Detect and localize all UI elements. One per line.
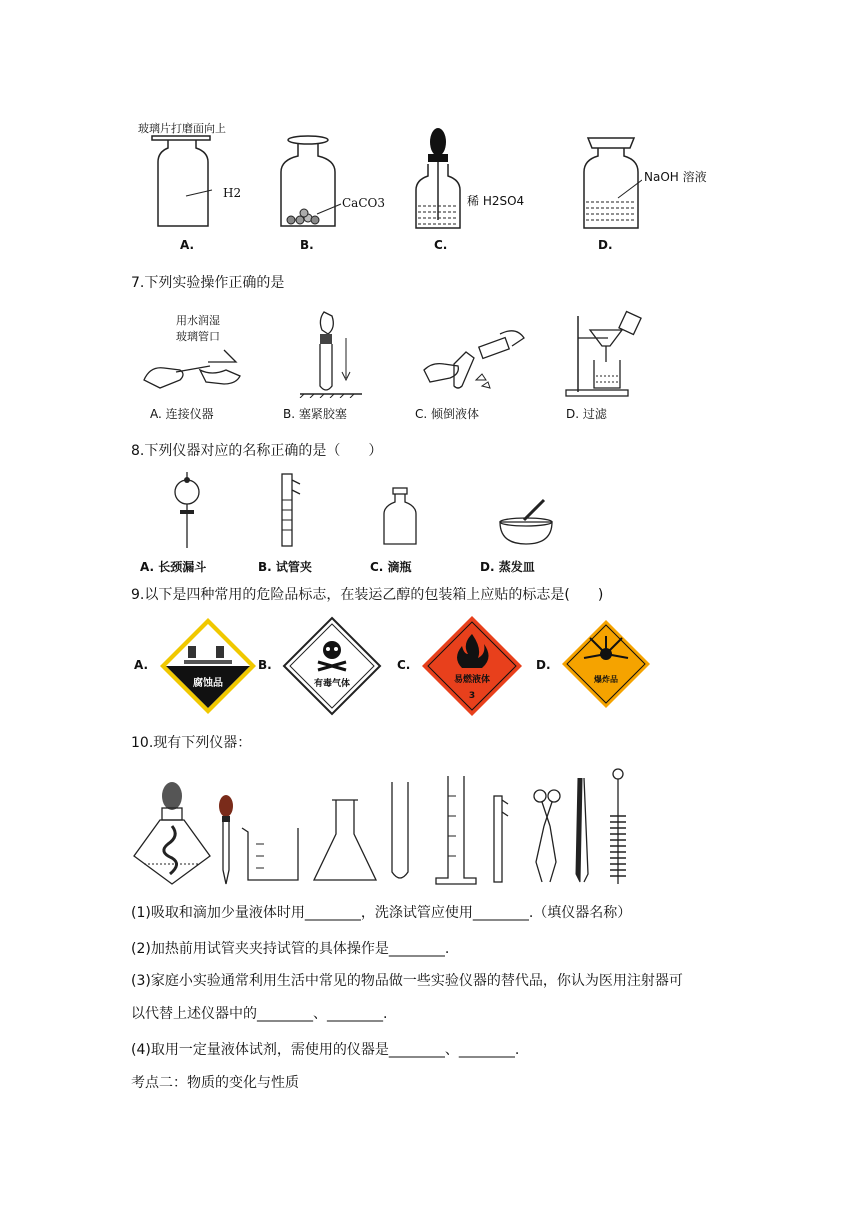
q7-a-note: 用水润湿 玻璃管口 <box>176 314 220 343</box>
q6-choice-c: C. <box>434 238 448 252</box>
q9-letter-c: C. <box>397 658 411 672</box>
q9-letter-b: B. <box>258 658 272 672</box>
q9-sign-flammable <box>420 614 524 718</box>
q6-b-solid: CaCO3 <box>342 196 385 210</box>
q9-sign-c-number: 3 <box>468 691 476 701</box>
test-tube-holder <box>494 796 508 882</box>
q9-stem: 9.以下是四种常用的危险品标志，在装运乙醇的包装箱上应贴的标志是( ) <box>131 587 604 603</box>
q7-choice-b: B. 塞紧胶塞 <box>283 407 347 421</box>
graduated-cylinder <box>436 776 476 884</box>
alcohol-lamp <box>134 782 210 884</box>
beaker <box>242 828 298 880</box>
dropper <box>219 795 233 884</box>
q7-figure-c <box>420 320 530 396</box>
tweezers <box>576 778 588 882</box>
q6-figure-c <box>410 124 470 234</box>
q8-choice-d: D. 蒸发皿 <box>480 560 535 574</box>
q7-figure-d <box>560 310 646 400</box>
q6-d-solution: NaOH 溶液 <box>644 170 707 184</box>
test-tube <box>392 782 408 878</box>
q10-instruments <box>130 766 650 890</box>
q9-sign-a-text: 腐蚀品 <box>193 678 223 689</box>
q8-figure-c <box>380 486 420 548</box>
q7-figure-b <box>296 308 366 398</box>
q6-choice-a: A. <box>180 238 195 252</box>
q9-letter-d: D. <box>536 658 551 672</box>
q7-figure-a <box>140 340 250 396</box>
q7-stem: 7.下列实验操作正确的是 <box>131 275 285 291</box>
q9-sign-toxic <box>282 616 382 716</box>
q7-choice-d: D. 过滤 <box>566 407 607 421</box>
q7-choice-c: C. 倾倒液体 <box>415 407 480 421</box>
q10-sub4: (4)取用一定量液体试剂，需使用的仪器是________、________. <box>131 1042 520 1058</box>
q9-letter-a: A. <box>134 658 149 672</box>
q8-stem: 8.下列仪器对应的名称正确的是（ ） <box>131 443 383 459</box>
q6-c-liquid: 稀 H2SO4 <box>467 194 525 208</box>
crucible-tongs <box>534 790 560 882</box>
section-heading: 考点二：物质的变化与性质 <box>131 1075 299 1091</box>
q6-top-label: 玻璃片打磨面向上 <box>138 122 226 135</box>
q8-figure-d <box>496 496 556 548</box>
q9-sign-explosive <box>560 618 652 710</box>
q10-stem: 10.现有下列仪器： <box>131 735 252 751</box>
q7-choice-a: A. 连接仪器 <box>150 407 214 421</box>
q8-figure-b <box>276 470 306 550</box>
test-tube-brush <box>610 769 626 884</box>
q9-sign-b-text: 有毒气体 <box>313 679 351 689</box>
q6-choice-d: D. <box>598 238 613 252</box>
q8-choice-a: A. 长颈漏斗 <box>140 560 207 574</box>
q9-sign-d-text: 爆炸品 <box>594 675 618 684</box>
q10-sub3-line1: (3)家庭小实验通常利用生活中常见的物品做一些实验仪器的替代品，你认为医用注射器可 <box>131 973 683 989</box>
q6-figure-b <box>275 134 345 234</box>
q6-figure-a <box>150 134 220 234</box>
conical-flask <box>314 800 376 880</box>
q10-sub1: (1)吸取和滴加少量液体时用________，洗涤试管应使用________.（填仪器名称） <box>131 905 632 921</box>
q6-figure-d <box>580 132 642 234</box>
q8-choice-b: B. 试管夹 <box>258 560 312 574</box>
q10-sub3-line2: 以代替上述仪器中的________、________. <box>131 1006 388 1022</box>
q9-sign-corrosive <box>158 616 258 716</box>
q8-choice-c: C. 滴瓶 <box>370 560 412 574</box>
q6-choice-b: B. <box>300 238 314 252</box>
q10-sub2: (2)加热前用试管夹夹持试管的具体操作是________. <box>131 941 450 957</box>
q9-sign-c-text: 易燃液体 <box>453 675 491 685</box>
q8-figure-a <box>170 470 204 550</box>
q6-a-gas: H2 <box>223 186 242 200</box>
